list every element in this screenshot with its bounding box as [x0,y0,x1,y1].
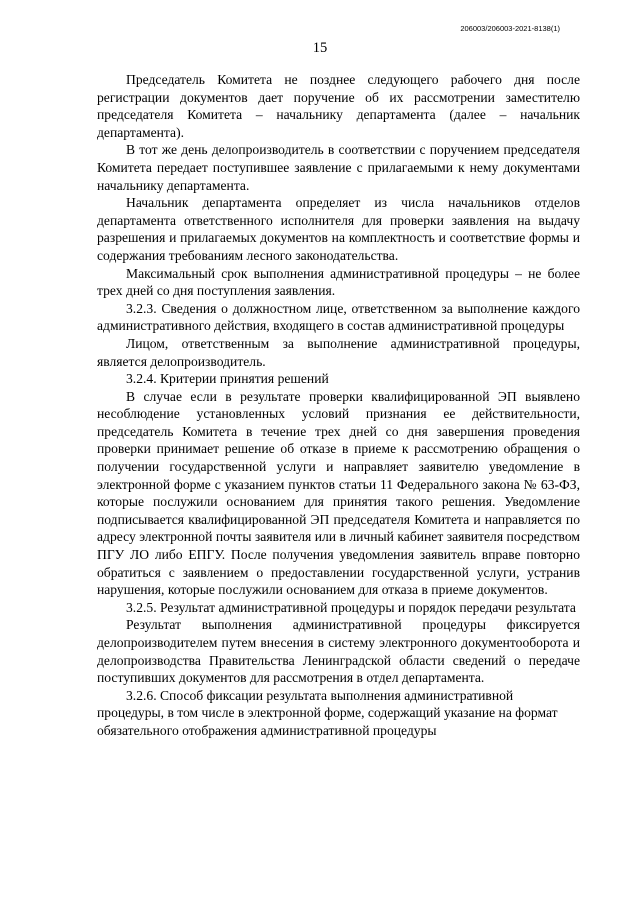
paragraph-8: В случае если в результате проверки квалифицированной ЭП выявлено несоблюдение установленных условий признания ее действительности, председатель Комитета в течение трех дней со дня завершения проведения проверки принимает решение об отказе в приеме к рассмотрению обращения о получении государственной услуги и направляет заявителю уведомление в электронной форме с указанием пунктов статьи 11 Федерального закона № 63-ФЗ, которые послужили основанием для принятия такого решения. Уведомление подписывается квалифицированной ЭП председателя Комитета и направляется по адресу электронной почты заявителя или в личный кабинет заявителя посредством ПГУ ЛО либо ЕПГУ. После получения уведомления заявитель вправе повторно обратиться с заявлением о предоставлении государственной услуги, устранив нарушения, которые послужили основанием для отказа в приеме документов. [97,388,580,598]
paragraph-6: Лицом, ответственным за выполнение административной процедуры, является делопроизводитель. [97,335,580,369]
paragraph-2: В тот же день делопроизводитель в соответствии с поручением председателя Комитета передает поступившее заявление с прилагаемыми к нему документами начальнику департамента. [97,142,580,193]
paragraph-3: Начальник департамента определяет из числа начальников отделов департамента ответственного исполнителя для проверки заявления на выдачу разрешения и прилагаемых документов на комплектность и соответствие формы и содержания требованиям лесного законодательства. [97,195,580,263]
section-3-2-4-heading: 3.2.4. Критерии принятия решений [126,371,329,387]
document-body [97,71,580,740]
paragraph-4: Максимальный срок выполнения административной процедуры – не более трех дней со дня поступления заявления. [97,265,580,299]
section-3-2-3-heading: 3.2.3. Сведения о должностном лице, ответственном за выполнение каждого административного действия, входящего в состав административной процедуры [97,300,580,334]
section-3-2-6-heading: 3.2.6. Способ фиксации результата выполнения административной процедуры, в том числе в электронной форме, содержащий указание на формат обязательного отображения административной процедуры [97,687,558,738]
paragraph-10: Результат выполнения административной процедуры фиксируется делопроизводителем путем внесения в систему электронного документооборота и делопроизводства Правительства Ленинградской области сведений о передаче поступивших документов для рассмотрения в отдел департамента. [97,617,580,686]
page-number: 15 [312,40,328,56]
document-id: 206003/206003-2021-8138(1) [460,24,560,33]
paragraph-1: Председатель Комитета не позднее следующего рабочего дня после регистрации документов дает поручение об их рассмотрении заместителю председателя Комитета – начальнику департамента (далее – начальник департамента). [97,72,580,140]
section-3-2-5-heading: 3.2.5. Результат административной процедуры и порядок передачи результата [126,599,576,615]
